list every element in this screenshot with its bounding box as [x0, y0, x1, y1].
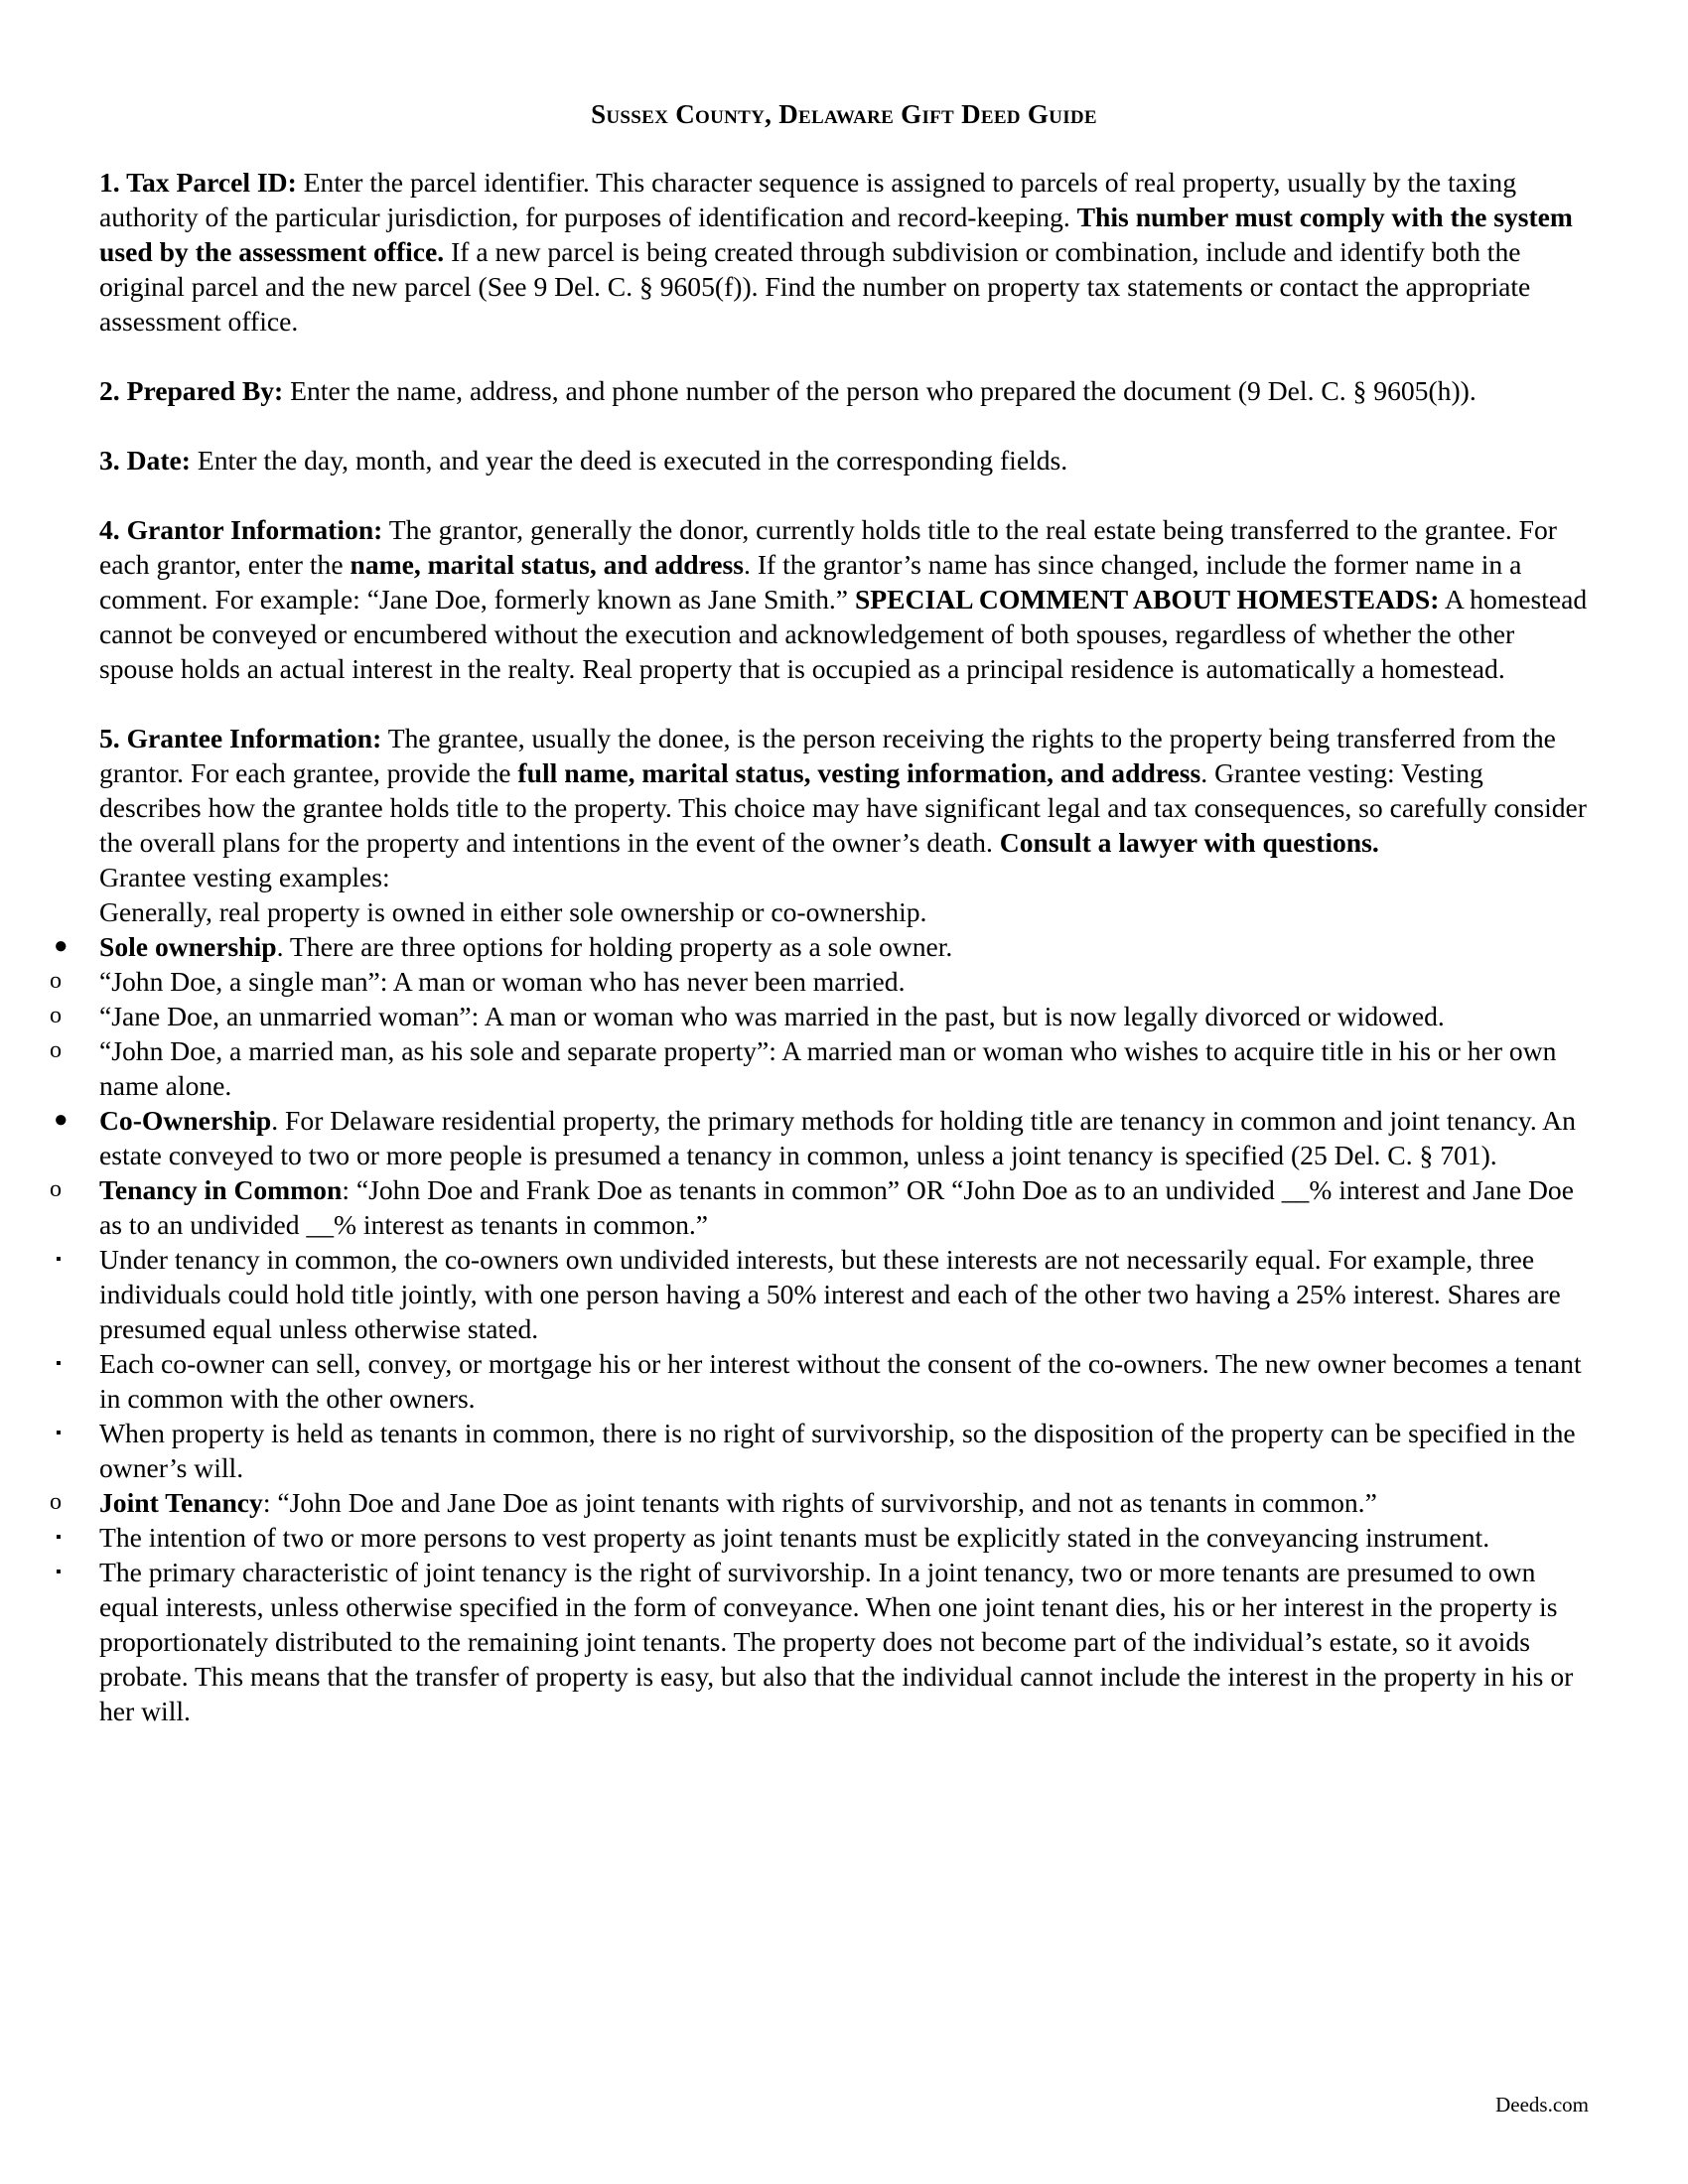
circle-marker: o: [50, 1003, 62, 1028]
list-item-sole-ownership: ● Sole ownership. There are three options for holding property as a sole owner.: [54, 931, 953, 962]
section-prepared-by: 2. Prepared By: Enter the name, address, and phone number of the person who prepared the document (9 Del. C. § 9605(h)).: [99, 375, 1477, 406]
section-grantee-information: 5. Grantee Information: The grantee, usually the donee, is the person receiving the rights to the property being transferred from the grantor. For each grantee, provide the full name, marital status, vesting information, and address. Grantee vesting: Vesting describes how the grantee holds title to the property. This choice may have significant legal and tax consequences, so carefully consider the overall plans for the property and intentions in the event of the owner’s death. Consult a lawyer with questions.: [99, 723, 1587, 858]
circle-marker: o: [50, 1037, 62, 1063]
section-label: 1. Tax Parcel ID:: [99, 167, 297, 198]
footer-brand: Deeds.com: [1495, 2093, 1589, 2116]
section-label: 5. Grantee Information:: [99, 723, 382, 753]
circle-marker: o: [50, 1176, 62, 1202]
section-tax-parcel-id: 1. Tax Parcel ID: Enter the parcel identifier. This character sequence is assigned to parcels of real property, usually by the taxing authority of the particular jurisdiction, for purposes of identification and record-keeping. This number must comply with the system used by the assessment office. If a new parcel is being created through subdivision or combination, include and identify both the original parcel and the new parcel (See 9 Del. C. § 9605(f)). Find the number on property tax statements or contact the appropriate assessment office.: [99, 167, 1573, 337]
square-marker: ▪: [56, 1425, 62, 1441]
list-item: ▪ Each co-owner can sell, convey, or mortgage his or her interest without the consent of the co-owners. The new owner becomes a tenant in common with the other owners.: [56, 1348, 1582, 1414]
square-marker: ▪: [56, 1564, 62, 1580]
circle-marker: o: [50, 968, 62, 994]
document-title: Sussex County, Delaware Gift Deed Guide: [591, 99, 1097, 129]
list-item-joint-tenancy: o Joint Tenancy: “John Doe and Jane Doe as joint tenants with rights of survivorship, and not as tenants in common.”: [50, 1487, 1377, 1518]
list-item: o “John Doe, a single man”: A man or woman who has never been married.: [50, 966, 906, 997]
list-item: o “John Doe, a married man, as his sole and separate property”: A married man or woman who wishes to acquire title in his or her own name alone.: [50, 1035, 1557, 1101]
square-marker: ▪: [56, 1355, 62, 1372]
section-label: 4. Grantor Information:: [99, 514, 383, 545]
square-marker: ▪: [56, 1251, 62, 1268]
bullet-marker: ●: [54, 933, 69, 959]
ownership-intro: Generally, real property is owned in either sole ownership or co-ownership.: [99, 896, 927, 927]
section-grantor-information: 4. Grantor Information: The grantor, generally the donor, currently holds title to the real estate being transferred to the grantee. For each grantor, enter the name, marital status, and address. If the grantor’s name has since changed, include the former name in a comment. For example: “Jane Doe, formerly known as Jane Smith.” SPECIAL COMMENT ABOUT HOMESTEADS: A homestead cannot be conveyed or encumbered without the execution and acknowledgement of both spouses, regardless of whether the other spouse holds an actual interest in the realty. Real property that is occupied as a principal residence is automatically a homestead.: [99, 514, 1588, 684]
section-label: 3. Date:: [99, 445, 191, 476]
list-item-co-ownership: ● Co-Ownership. For Delaware residential property, the primary methods for holding title are tenancy in common and joint tenancy. An estate conveyed to two or more people is presumed a tenancy in common, unless a joint tenancy is specified (25 Del. C. § 701).: [54, 1105, 1576, 1170]
list-item: ▪ Under tenancy in common, the co-owners own undivided interests, but these interests are not necessarily equal. For example, three individuals could hold title jointly, with one person having a 50% interest and each of the other two having a 25% interest. Shares are presumed equal unless otherwise stated.: [56, 1244, 1561, 1344]
circle-marker: o: [50, 1489, 62, 1515]
section-label: 2. Prepared By:: [99, 375, 284, 406]
document-body: [50, 165, 1589, 1728]
list-item-tenancy-in-common: o Tenancy in Common: “John Doe and Frank Doe as tenants in common” OR “John Doe as to an undivided __% interest and Jane Doe as to an undivided __% interest as tenants in common.”: [50, 1174, 1574, 1240]
list-item: ▪ The primary characteristic of joint tenancy is the right of survivorship. In a joint tenancy, two or more tenants are presumed to own equal interests, unless otherwise specified in the form of conveyance. When one joint tenant dies, his or her interest in the property is proportionately distributed to the remaining joint tenants. The property does not become part of the individual’s estate, so it avoids probate. This means that the transfer of property is easy, but also that the individual cannot include the interest in the property in his or her will.: [56, 1557, 1574, 1726]
list-item: ▪ The intention of two or more persons to vest property as joint tenants must be explicitly stated in the conveyancing instrument.: [56, 1522, 1490, 1553]
section-date: 3. Date: Enter the day, month, and year the deed is executed in the corresponding fields.: [99, 445, 1068, 476]
bullet-marker: ●: [54, 1107, 69, 1133]
list-item: o “Jane Doe, an unmarried woman”: A man or woman who was married in the past, but is now legally divorced or widowed.: [50, 1001, 1445, 1031]
square-marker: ▪: [56, 1529, 62, 1546]
grantee-vesting-examples: Grantee vesting examples:: [99, 862, 390, 892]
list-item: ▪ When property is held as tenants in common, there is no right of survivorship, so the disposition of the property can be specified in the owner’s will.: [56, 1418, 1576, 1483]
